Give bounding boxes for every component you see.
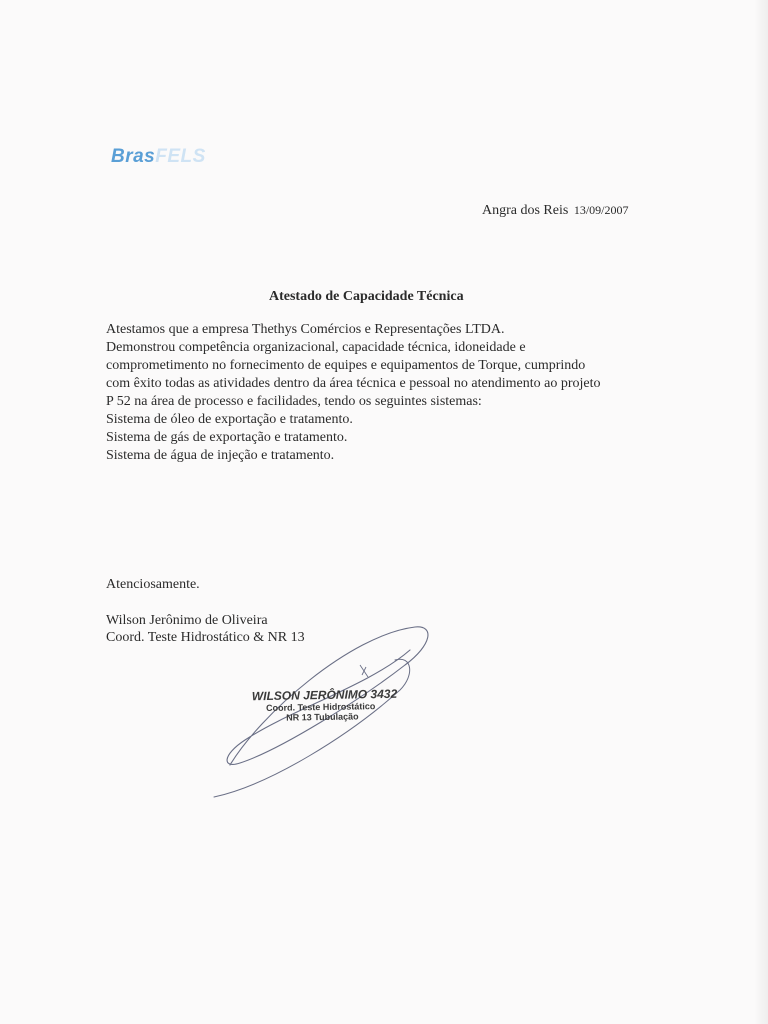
stamp-role-line: Coord. Teste Hidrostático [265, 701, 376, 714]
body-line: Atestamos que a empresa Thethys Comércios e Representações LTDA. [106, 322, 505, 337]
signer-name: Wilson Jerônimo de Oliveira [106, 613, 268, 628]
body-line: Sistema de gás de exportação e tratamento. [106, 430, 348, 445]
stamp-dept-line: NR 13 Tubulação [286, 711, 359, 723]
logo-text-fels: FELS [155, 146, 206, 167]
body-line: P 52 na área de processo e facilidades, tendo os seguintes sistemas: [106, 394, 482, 409]
page-edge-shadow [754, 0, 768, 1024]
stamp-name: WILSON JERÔNIMO 3432 [251, 686, 398, 704]
body-line: Sistema de água de injeção e tratamento. [106, 448, 335, 463]
closing-text: Atenciosamente. [106, 577, 200, 592]
body-line: Sistema de óleo de exportação e tratamento. [106, 412, 353, 427]
body-line: comprometimento no fornecimento de equipes e equipamentos de Torque, cumprindo [106, 358, 586, 373]
signer-role: Coord. Teste Hidrostático & NR 13 [106, 630, 305, 645]
body-line: Demonstrou competência organizacional, capacidade técnica, idoneidade e [106, 340, 526, 355]
brasfels-logo [111, 146, 206, 168]
date-text: 13/09/2007 [573, 203, 629, 217]
logo-text-bras: Bras [111, 146, 156, 167]
signature-stamp [252, 687, 398, 724]
place-text: Angra dos Reis [482, 203, 569, 218]
document-title: Atestado de Capacidade Técnica [269, 289, 464, 304]
document-body [106, 321, 666, 465]
body-line: com êxito todas as atividades dentro da área técnica e pessoal no atendimento ao projeto [106, 376, 601, 391]
place-date-line [482, 203, 629, 219]
